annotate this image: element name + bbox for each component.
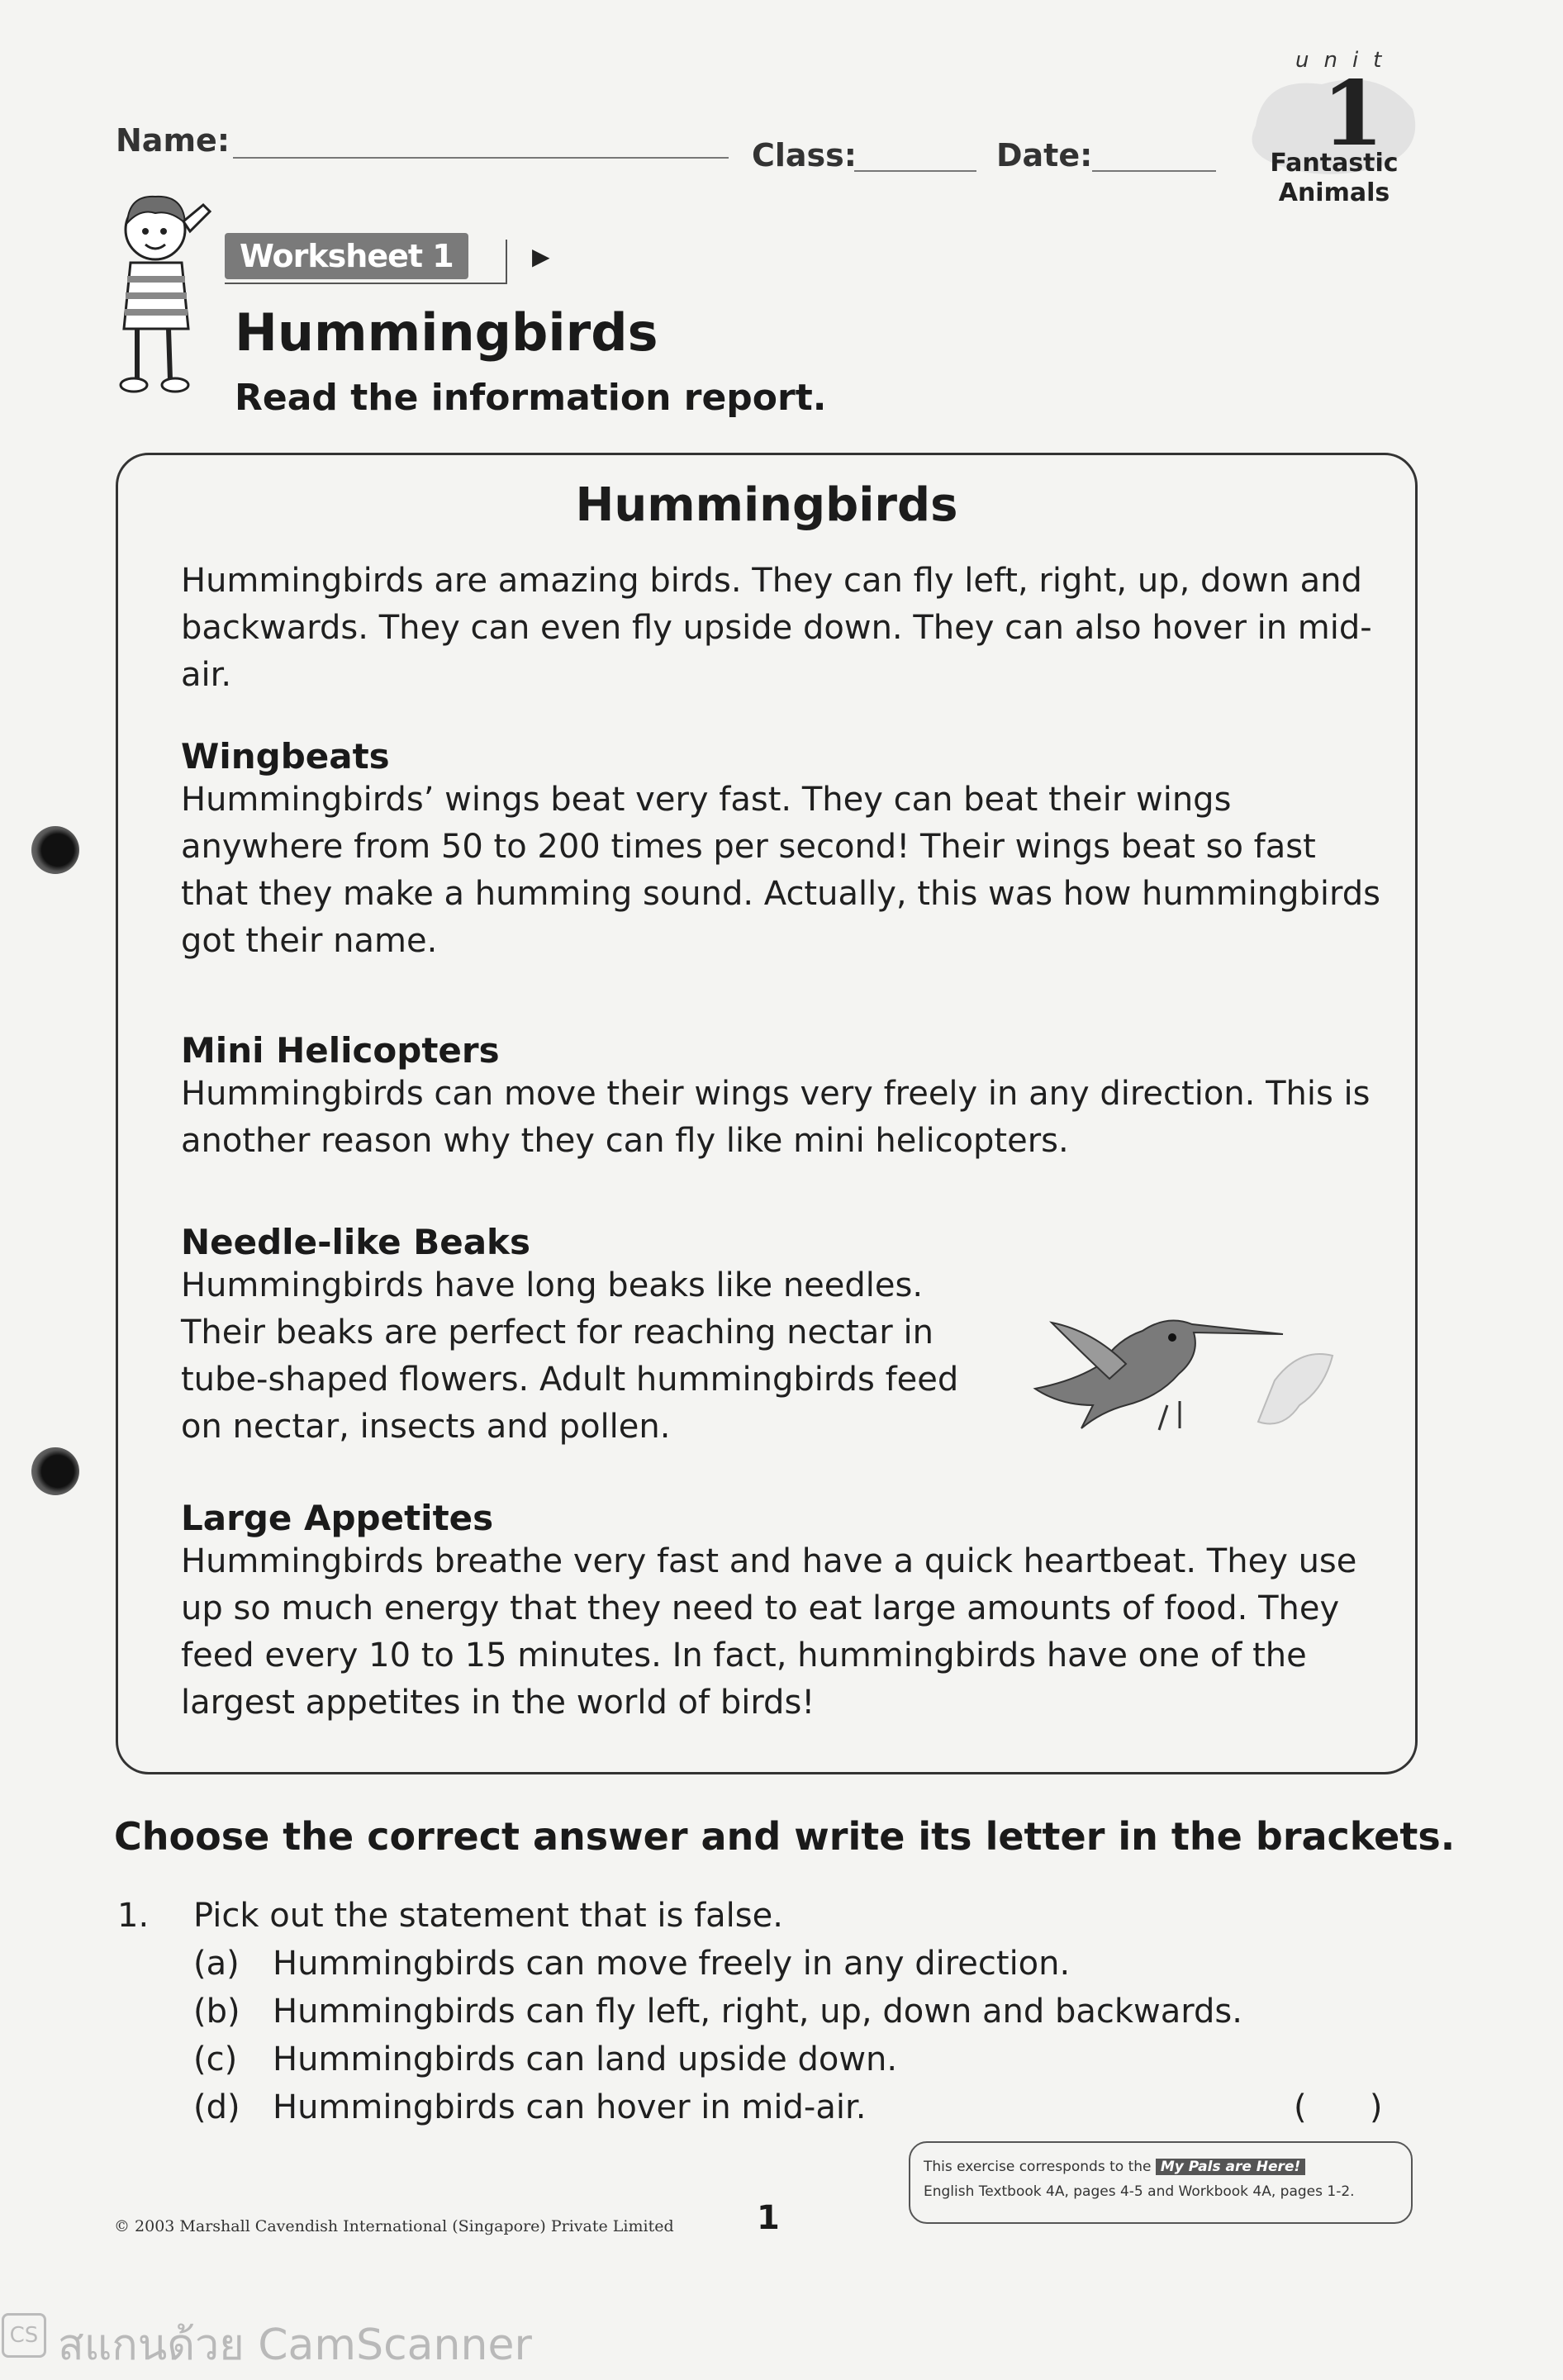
textbook-reference-note — [909, 2141, 1413, 2224]
option-text: Hummingbirds can land upside down. — [273, 2040, 898, 2078]
text-line: got their name. — [181, 922, 438, 960]
brand-logo: My Pals are Here! — [1156, 2159, 1305, 2175]
section-heading: Wingbeats — [181, 736, 390, 777]
text-line: on nectar, insects and pollen. — [181, 1408, 671, 1446]
unit-title — [1247, 149, 1421, 208]
arrow-right-icon: ▶ — [532, 243, 550, 270]
punch-hole — [31, 1447, 79, 1495]
class-line[interactable] — [854, 170, 976, 172]
section-needle-like-beaks — [181, 1222, 1007, 1451]
worksheet-instruction: Read the information report. — [235, 377, 827, 419]
boy-illustration-icon — [112, 188, 220, 395]
unit-word: unit — [1295, 48, 1397, 73]
camscanner-watermark: สแกนด้วย CamScanner — [58, 2321, 532, 2370]
text-line: Hummingbirds are amazing birds. They can fly left, right, up, down and — [181, 562, 1362, 600]
text-line: up so much energy that they need to eat large amounts of food. They — [181, 1589, 1340, 1627]
note-line: English Textbook 4A, pages 4-5 and Workbook 4A, pages 1-2. — [924, 2183, 1355, 2200]
unit-title-line: Fantastic — [1270, 149, 1399, 178]
option-text: Hummingbirds can move freely in any direction. — [273, 1945, 1071, 1983]
question-prompt: Pick out the statement that is false. — [193, 1897, 783, 1935]
text-line: Hummingbirds can move their wings very freely in any direction. This is — [181, 1075, 1371, 1113]
worksheet-tab: Worksheet 1 — [225, 233, 468, 279]
option-text: Hummingbirds can fly left, right, up, down and backwards. — [273, 1993, 1242, 2031]
option-letter: (d) — [193, 2088, 240, 2126]
option-letter: (c) — [193, 2040, 238, 2078]
punch-hole — [31, 826, 79, 874]
text-line: that they make a humming sound. Actually, this was how hummingbirds — [181, 875, 1381, 913]
unit-badge — [1239, 43, 1429, 208]
hummingbird-illustration-icon — [1002, 1281, 1349, 1447]
text-line: another reason why they can fly like mini helicopters. — [181, 1122, 1069, 1160]
note-prefix: This exercise corresponds to the — [924, 2159, 1152, 2175]
answer-brackets[interactable]: ( ) — [1294, 2088, 1383, 2126]
section-heading: Needle-like Beaks — [181, 1222, 530, 1262]
page-number: 1 — [757, 2199, 780, 2237]
text-line: anywhere from 50 to 200 times per second! Their wings beat so fast — [181, 828, 1316, 866]
tab-rule — [225, 283, 506, 284]
section-heading: Large Appetites — [181, 1498, 494, 1538]
tab-rule-end — [506, 240, 507, 284]
text-line: feed every 10 to 15 minutes. In fact, hummingbirds have one of the — [181, 1637, 1307, 1675]
text-line: largest appetites in the world of birds! — [181, 1684, 815, 1722]
name-label: Name: — [116, 122, 230, 159]
text-line: Hummingbirds’ wings beat very fast. They can beat their wings — [181, 781, 1232, 819]
date-line[interactable] — [1092, 170, 1216, 172]
question-instruction: Choose the correct answer and write its letter in the brackets. — [114, 1814, 1456, 1859]
text-line: Their beaks are perfect for reaching nectar in — [181, 1314, 934, 1352]
date-label: Date: — [996, 137, 1093, 173]
unit-number: 1 — [1322, 62, 1385, 166]
worksheet-title: Hummingbirds — [235, 302, 658, 363]
report-intro — [181, 558, 1404, 699]
section-mini-helicopters — [181, 1030, 1404, 1165]
section-heading: Mini Helicopters — [181, 1030, 500, 1071]
section-large-appetites — [181, 1498, 1404, 1727]
section-wingbeats — [181, 736, 1404, 965]
camscanner-logo: CS — [2, 2313, 46, 2358]
unit-title-line: Animals — [1278, 178, 1390, 207]
question-number: 1. — [117, 1897, 150, 1935]
name-line[interactable] — [233, 157, 729, 159]
text-line: tube-shaped flowers. Adult hummingbirds feed — [181, 1361, 959, 1399]
option-text: Hummingbirds can hover in mid-air. — [273, 2088, 867, 2126]
report-title: Hummingbirds — [575, 478, 958, 532]
option-letter: (a) — [193, 1945, 240, 1983]
option-letter: (b) — [193, 1993, 240, 2031]
copyright-notice: © 2003 Marshall Cavendish International (Singapore) Private Limited — [114, 2217, 674, 2235]
text-line: Hummingbirds have long beaks like needles. — [181, 1266, 924, 1304]
text-line: air. — [181, 656, 232, 694]
text-line: Hummingbirds breathe very fast and have a quick heartbeat. They use — [181, 1542, 1357, 1580]
class-label: Class: — [752, 137, 857, 173]
text-line: backwards. They can even fly upside down. They can also hover in mid- — [181, 609, 1372, 647]
information-report-box — [116, 453, 1418, 1774]
